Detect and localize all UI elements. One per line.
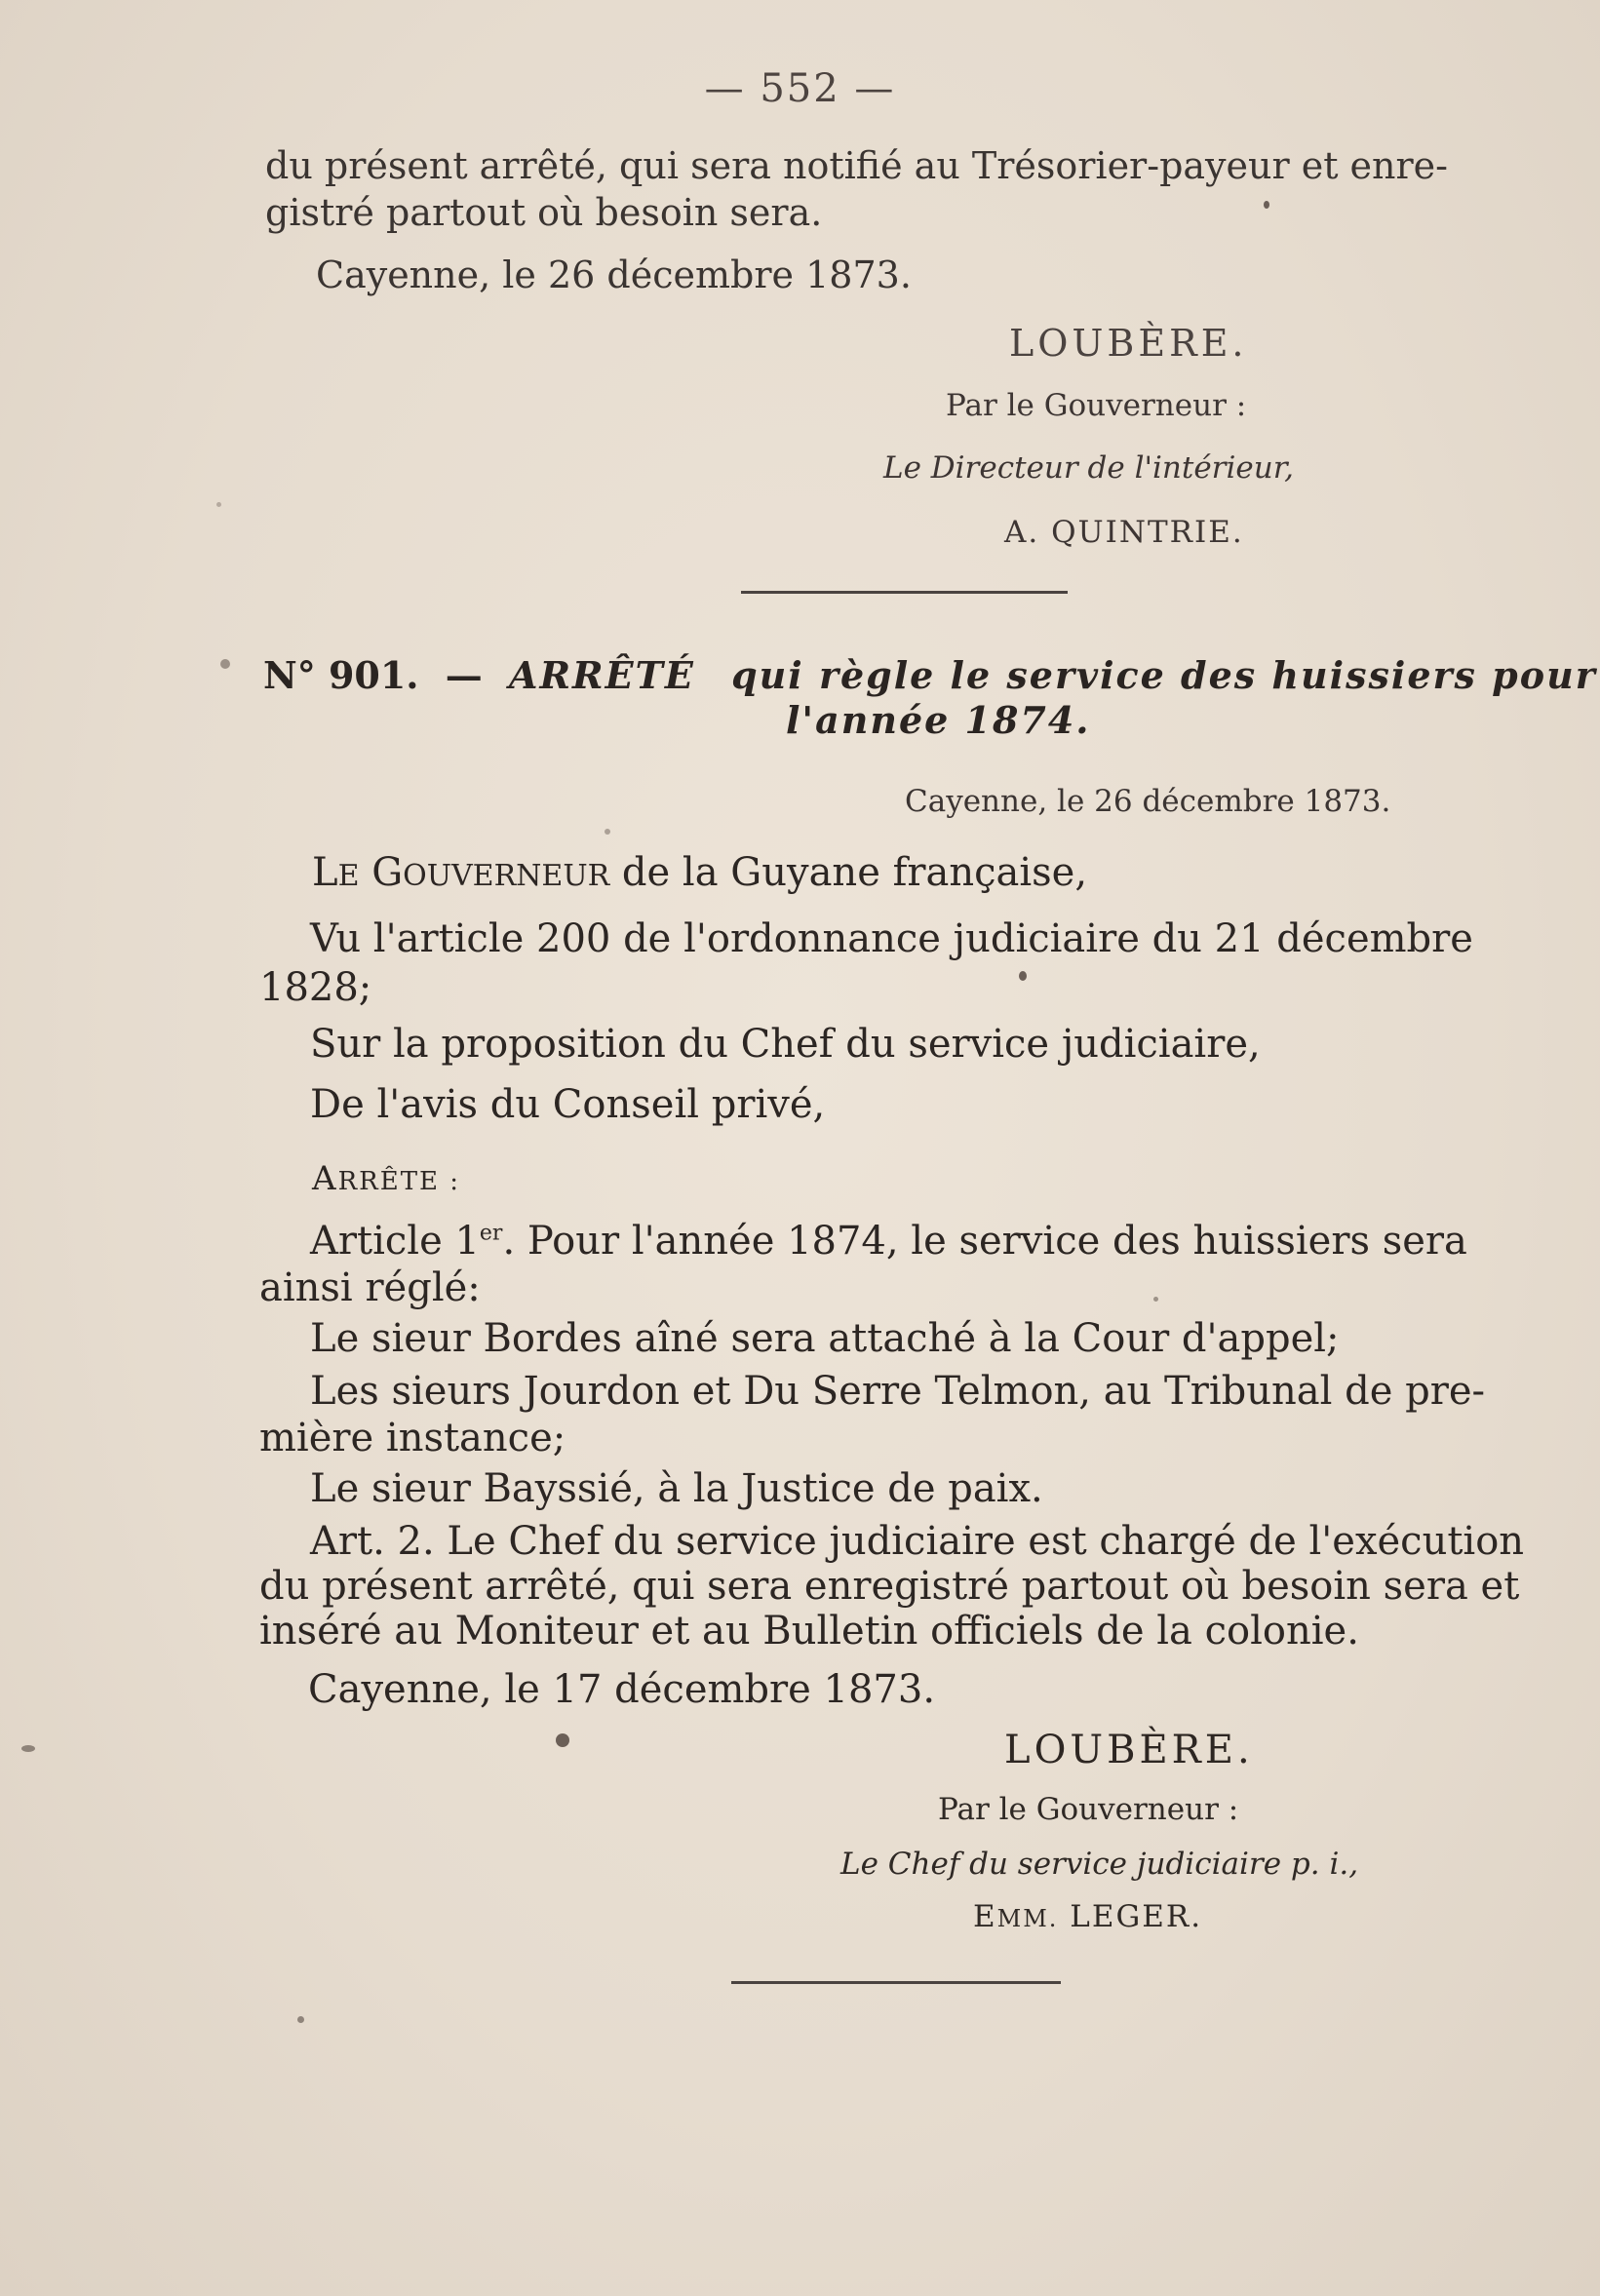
decree-title-line-2: l'année 1874. — [786, 698, 1091, 742]
decree-subject: qui règle le service des huissiers pour — [731, 653, 1597, 697]
article-2-line-1: Art. 2. Le Chef du service judiciaire est chargé de l'exécution — [310, 1519, 1525, 1564]
top-official-title: Le Directeur de l'intérieur, — [883, 450, 1294, 486]
official-name-rest: LEGER. — [1070, 1899, 1203, 1934]
avis-line: De l'avis du Conseil privé, — [310, 1082, 826, 1127]
article-1-item-2-line-2: mière instance; — [259, 1416, 566, 1460]
arrete-cap: A — [312, 1159, 338, 1198]
proposal-line: Sur la proposition du Chef du service judiciaire, — [310, 1022, 1261, 1067]
gov-suffix: de la Guyane française, — [621, 850, 1088, 895]
arrete-rest: RRÊTE : — [337, 1167, 461, 1196]
article-1-sup: er — [479, 1221, 503, 1246]
separator-rule-top — [741, 591, 1068, 594]
top-closing-date: Cayenne, le 26 décembre 1873. — [316, 253, 912, 296]
top-text-line-2: gistré partout où besoin sera. — [265, 191, 823, 234]
article-2-line-2: du présent arrêté, qui sera enregistré partout où besoin sera et — [259, 1564, 1520, 1609]
top-signature: LOUBÈRE. — [1009, 322, 1248, 365]
decree-kind: ARRÊTÉ — [508, 653, 695, 697]
official-name-cap: E — [973, 1899, 997, 1934]
article-1-item-3: Le sieur Bayssié, à la Justice de paix. — [310, 1466, 1043, 1511]
article-1-item-1: Le sieur Bordes aîné sera attaché à la Cour d'appel; — [310, 1316, 1340, 1361]
gov-cap-g: G — [371, 850, 404, 895]
top-official-name: A. QUINTRIE. — [1004, 515, 1244, 550]
gov-rest-ouverneur: OUVERNEUR — [403, 859, 610, 893]
decree-title-line-1 — [263, 653, 1597, 697]
decree-header-date: Cayenne, le 26 décembre 1873. — [905, 784, 1391, 819]
top-by-governor: Par le Gouverneur : — [946, 388, 1247, 423]
article-1-line-1 — [310, 1219, 1467, 1264]
article-1-line-2: ainsi réglé: — [259, 1265, 481, 1310]
gov-rest-e: E — [337, 859, 360, 893]
closing-date: Cayenne, le 17 décembre 1873. — [308, 1667, 936, 1712]
decree-signature: LOUBÈRE. — [1004, 1728, 1254, 1772]
top-text-line-1: du présent arrêté, qui sera notifié au Trésorier-payeur et enre- — [265, 144, 1449, 187]
separator-rule-bottom — [731, 1981, 1061, 1984]
vu-line-1: Vu l'article 200 de l'ordonnance judiciaire du 21 décembre — [310, 916, 1473, 961]
article-1-item-2-line-1: Les sieurs Jourdon et Du Serre Telmon, au Tribunal de pre- — [310, 1369, 1486, 1414]
decree-dash: — — [445, 653, 483, 697]
official-name-small: MM. — [996, 1905, 1059, 1932]
decree-by-governor: Par le Gouverneur : — [938, 1792, 1239, 1827]
decree-number: N° 901. — [263, 653, 419, 697]
article-1-lead: Article 1 — [310, 1219, 480, 1264]
decree-official-title: Le Chef du service judiciaire p. i., — [840, 1847, 1359, 1882]
vu-line-2: 1828; — [259, 965, 372, 1010]
page-number: — 552 — — [704, 66, 896, 111]
governor-line — [312, 850, 1087, 895]
arrete-heading — [312, 1154, 460, 1199]
decree-official-name — [973, 1899, 1202, 1934]
article-1-rest: . Pour l'année 1874, le service des huissiers sera — [502, 1219, 1467, 1264]
article-2-line-3: inséré au Moniteur et au Bulletin officiels de la colonie. — [259, 1609, 1359, 1654]
gov-cap-l: L — [312, 850, 338, 895]
